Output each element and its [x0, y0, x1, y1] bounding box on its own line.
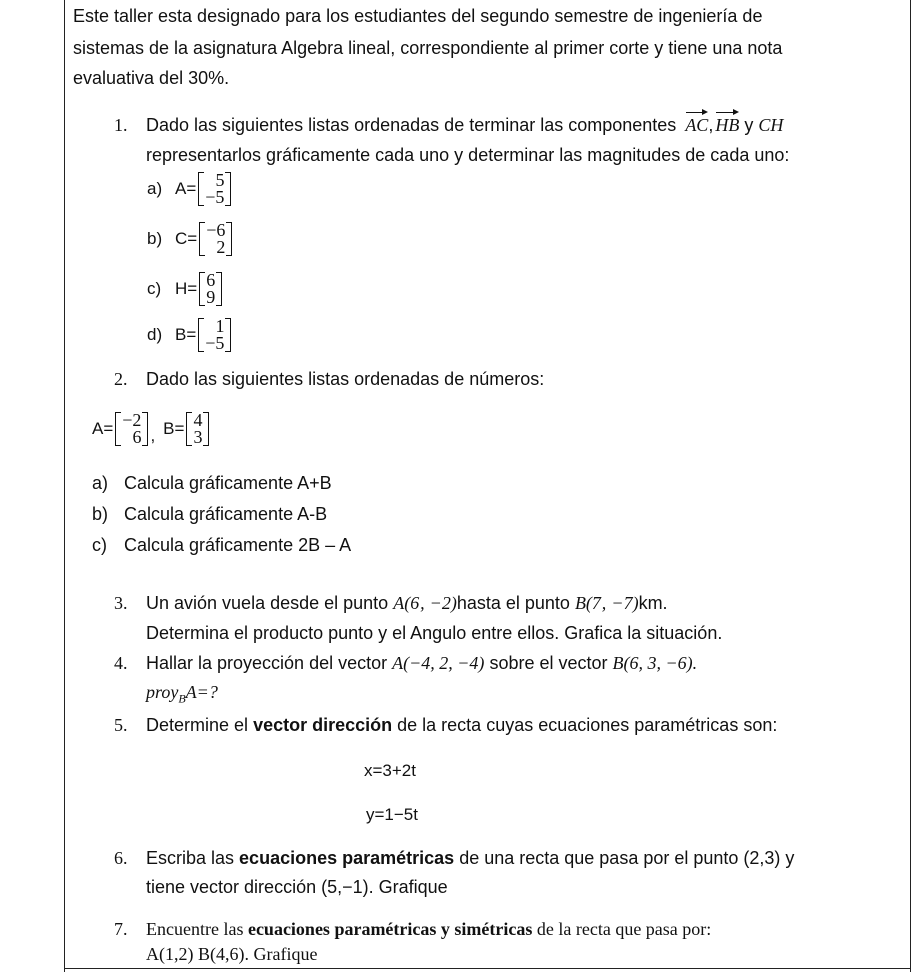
q7-number: 7.: [114, 919, 128, 939]
q1-item-d-label: d): [147, 325, 163, 344]
q2-vectors: [92, 412, 209, 446]
q1-item-d-name: B=: [175, 325, 197, 344]
q6-number: 6.: [114, 848, 128, 868]
q1-item-b-label: b): [147, 229, 163, 248]
q1-line-1: [146, 114, 783, 136]
vector-b: B(6, 3, −6).: [612, 653, 698, 673]
matrix-q2-b: 4 3: [186, 412, 209, 446]
q1-item-a-name: A=: [175, 179, 197, 198]
q1-item-a: [147, 172, 231, 206]
q2-text: Dado las siguientes listas ordenadas de números:: [146, 369, 545, 389]
point-b: B(7‚ −7): [574, 593, 639, 613]
vector-ac: AC: [685, 115, 709, 135]
q4-number: 4.: [114, 653, 128, 673]
q7-line-2: A(1,2) B(4,6). Grafique: [146, 944, 318, 964]
q2-item-c: c) Calcula gráficamente 2B – A: [92, 535, 352, 555]
q3-line-2: Determina el producto punto y el Angulo entre ellos. Grafica la situación.: [146, 623, 723, 643]
point-a: A(6‚ −2): [393, 593, 457, 613]
equation-x: x=3+2t: [364, 761, 416, 780]
q1-item-c-label: c): [147, 279, 162, 298]
q4-line-1: Hallar la proyección del vector A(−4, 2, −4) sobre el vector B(6, 3, −6).: [146, 653, 698, 673]
q1-item-d: [147, 318, 231, 352]
intro-line-1: Este taller esta designado para los estudiantes del segundo semestre de ingeniería de: [73, 6, 763, 26]
q1-sep: ,: [708, 115, 714, 135]
q2-b-name: B=: [163, 419, 185, 438]
q1-text: Dado las siguientes listas ordenadas de terminar las componentes: [146, 115, 677, 135]
intro-line-3: evaluativa del 30%.: [73, 68, 230, 88]
q1-item-c-name: H=: [175, 279, 198, 298]
page-border-right: [910, 0, 911, 972]
vector-hb: HB: [715, 115, 740, 135]
q2-item-b: b) Calcula gráficamente A-B: [92, 504, 328, 524]
equation-y: y=1−5t: [366, 805, 418, 824]
q1-item-c: [147, 272, 222, 306]
q3-line-1: Un avión vuela desde el punto A(6‚ −2)hasta el punto B(7‚ −7)km.: [146, 593, 668, 613]
q2-a-name: A=: [92, 419, 114, 438]
vector-a: A(−4, 2, −4): [392, 653, 485, 673]
page-border-left: [64, 0, 65, 972]
q1-item-a-label: a): [147, 179, 163, 198]
q1-item-b-name: C=: [175, 229, 198, 248]
matrix-h: 6 9: [199, 272, 222, 306]
matrix-b: 1 −5: [198, 318, 231, 352]
matrix-a: 5 −5: [198, 172, 231, 206]
q2-item-a: a) Calcula gráficamente A+B: [92, 473, 332, 493]
q2-number: 2.: [114, 369, 128, 389]
intro-line-2: sistemas de la asignatura Algebra lineal, correspondiente al primer corte y tiene una nota: [73, 38, 783, 58]
q7-line-1: Encuentre las ecuaciones paramétricas y simétricas de la recta que pasa por:: [146, 919, 712, 939]
q1-number: 1.: [114, 115, 128, 135]
q1-y: y: [744, 115, 754, 135]
q1-ch: CH: [758, 115, 784, 135]
q1-line-2: representarlos gráficamente cada uno y determinar las magnitudes de cada uno:: [146, 145, 790, 165]
q2-comma: ,: [150, 426, 156, 445]
q5-line-1: Determine el vector dirección de la recta cuyas ecuaciones paramétricas son:: [146, 715, 778, 735]
page-border-bottom: [64, 968, 911, 969]
matrix-q2-a: −2 6: [115, 412, 148, 446]
q6-line-2: tiene vector dirección (5,−1). Grafique: [146, 877, 448, 897]
q5-number: 5.: [114, 715, 128, 735]
q3-number: 3.: [114, 593, 128, 613]
q1-item-b: [147, 222, 232, 256]
q4-projection: proy$_B$A=?: [146, 682, 218, 706]
matrix-c: −6 2: [199, 222, 232, 256]
q6-line-1: Escriba las ecuaciones paramétricas de una recta que pasa por el punto (2,3) y: [146, 848, 795, 868]
